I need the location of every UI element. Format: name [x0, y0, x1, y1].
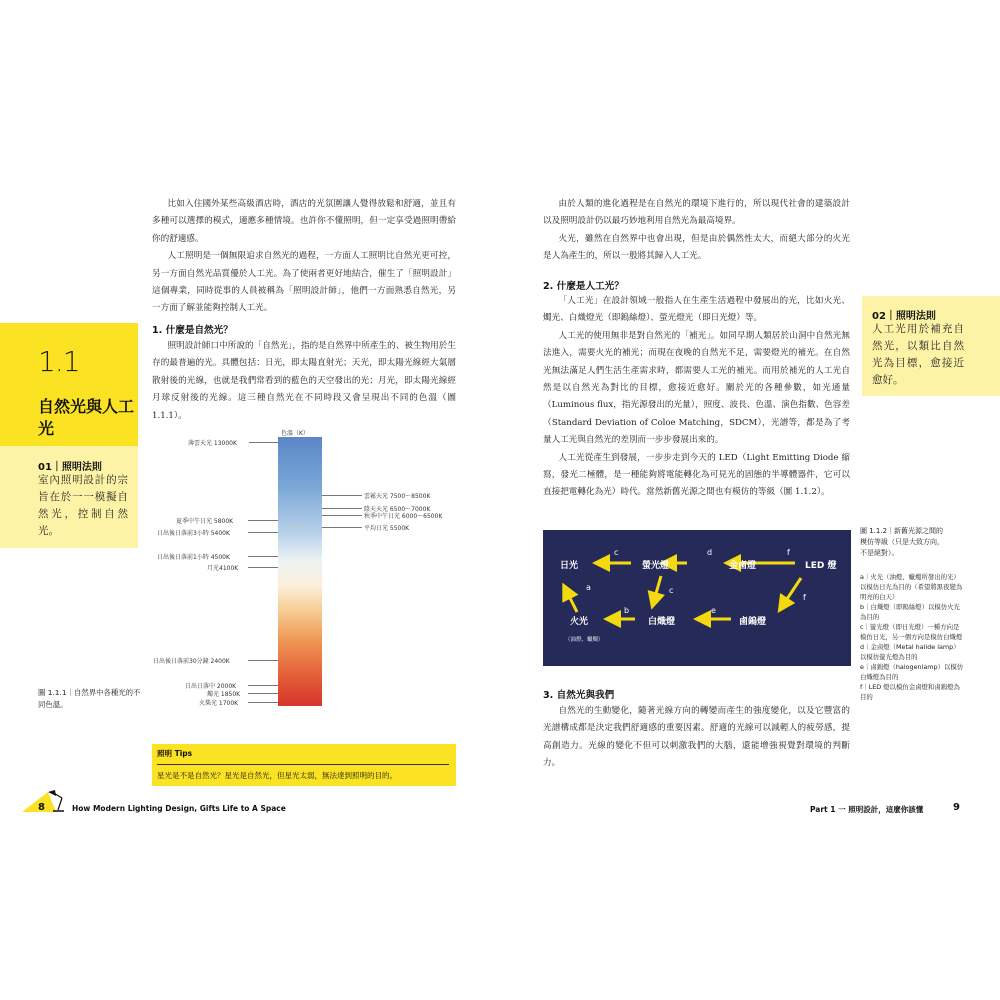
spectrum-left-label: 薄雲天光 13000K: [188, 440, 237, 447]
right-intro-paragraph-1: 由於人類的進化過程是在自然光的環境下進行的，所以現代社會的建築設計以及照明設計仍以最巧妙地利用自然光為最高境界。: [543, 199, 850, 227]
figure-1-1-1-caption: 圖 1.1.1｜自然界中各種光的不同色溫。: [38, 688, 141, 709]
spectrum-left-label: 火柴光 1700K: [199, 700, 239, 707]
section-1-paragraph: 照明設計師口中所說的「自然光」，指的是自然界中所產生的、被生物用於生存的最普遍的光。具體包括：日光，即太陽直射光；天光，即太陽光線經大氣層散射後的光線，也就是我們常看到的藍色的天空發出的光；月光，即太陽光線經月球反射後的光線。這三種自然光在不同時段又會呈現出不同的色溫（圖 1.1.1）。: [152, 341, 456, 421]
rule-heading-01: 01｜照明法則: [38, 462, 102, 473]
spectrum-tick: [248, 567, 278, 568]
legend-item: a｜火光（油燈、蠟燭所發出的光）以模仿日光為目的（希望將黑夜變為明亮的白天）: [860, 573, 963, 601]
right-footer-title: Part 1 一 照明設計，這麼你該懂: [810, 805, 924, 814]
section-2-paragraph-1: 「人工光」在設計領域一般指人在生產生活過程中發展出的光，比如火光、燭光、白熾燈光（即鎢絲燈）、螢光燈光（即日光燈）等。: [543, 296, 850, 324]
spectrum-tick: [322, 515, 362, 516]
diagram-letter-c: c: [669, 586, 674, 595]
spectrum-right-label: 秋季中午日光 6000～6500K: [364, 513, 443, 520]
rule-text-01: 室內照明設計的宗旨在於一一模擬自然光，控制自然光。: [38, 474, 128, 537]
section-2-paragraph-2: 人工光的使用無非是對自然光的「補光」。如同早期人類居於山洞中自然光無法進入，需要火光的補光；而現在夜晚的自然光不足，需要燈光的補光。在自然光無法滿足人們生活生產需求時，都需要人工光的補光。而用於補光的人工光自然是以自然光為對比的目標，愈接近愈好。關於光的各種參數，如光通量（Luminous flux，指光源發出的光量），照度、波長、色溫、演色指數、色容差（Standard Deviation of Coloe Matching，SDCM），光譜等，都是為了考量人工光與自然光的差別而一步步發展出來的。: [543, 330, 850, 446]
section-1-text: [152, 338, 456, 425]
right-intro-text: [543, 196, 850, 266]
spectrum-tick: [248, 660, 278, 661]
spectrum-tick: [322, 508, 362, 509]
figure-caption-line: 圖 1.1.2｜新舊光源之間的: [860, 527, 944, 535]
figure-1-1-2-caption: [860, 526, 970, 559]
spectrum-tick: [248, 685, 278, 686]
diagram-node-fire: 火光: [570, 617, 589, 627]
spectrum-left-label: 月光4100K: [207, 565, 239, 572]
figure-legend: [860, 573, 965, 703]
legend-item: e｜鹵鎢燈（halogenlamp）以模仿白熾燈為目的: [860, 663, 964, 681]
page-corner-lamp-icon: [22, 790, 72, 812]
spectrum-header: 色溫（K）: [281, 430, 309, 437]
diagram-letter-d: d: [707, 548, 713, 557]
left-footer-title: How Modern Lighting Design, Gifts Life to A Space: [72, 804, 286, 813]
spectrum-tick: [248, 702, 278, 703]
diagram-node-led: LED 燈: [805, 561, 837, 571]
spectrum-tick: [248, 532, 278, 533]
spectrum-tick: [248, 520, 278, 521]
diagram-node-incandescent: 白熾燈: [648, 617, 676, 627]
rule-heading-02: 02｜照明法則: [872, 311, 936, 322]
diagram-letter-f: f: [787, 548, 790, 557]
diagram-node-metal-halide: 金鹵燈: [729, 561, 757, 571]
diagram-letter-c: c: [614, 548, 619, 557]
section-2-paragraph-3: 人工光從產生到發展，一步步走到今天的 LED（Light Emitting Diode 縮寫，發光二極體，是一種能夠將電能轉化為可見光的固態的半導體器件，它可以直接把電轉化為光）時代。當然新舊光源之間也有模仿的等級（圖 1.1.2）。: [543, 452, 850, 498]
right-page-number: 9: [953, 802, 960, 813]
diagram-letter-f: f: [803, 593, 806, 602]
legend-item: b｜白熾燈（即鎢絲燈）以模仿火光為目的: [860, 602, 960, 621]
spectrum-right-label: 陰天天光 6500～7000K: [364, 506, 431, 513]
spectrum-right-label: 雲霧天光 7500～8500K: [364, 493, 431, 500]
section-1-heading: 1. 什麼是自然光？: [152, 325, 233, 336]
tips-text: 星光是不是自然光？星光是自然光，但星光太弱，無法達到照明的目的。: [157, 771, 397, 780]
tips-divider: [157, 764, 449, 765]
section-2-heading: 2. 什麼是人工光？: [543, 281, 624, 292]
color-temperature-spectrum: [278, 437, 322, 706]
spectrum-tick: [249, 442, 278, 443]
diagram-node-fire-sub: （油燈、蠟燭）: [565, 637, 604, 643]
spectrum-tick: [248, 556, 278, 557]
tips-heading: 照明 Tips: [157, 749, 193, 758]
spectrum-mid-label: 6500: [289, 525, 303, 531]
legend-item: f｜LED 燈以模仿金鹵燈和鹵鎢燈為目的: [860, 683, 960, 702]
section-3-paragraph: 自然光的生動變化，隨著光線方向的轉變而產生的強度變化，以及它豐富的光譜構成都是決定我們舒適感的重要因素。舒適的光線可以減輕人的疲勞感，提高創造力。光線的變化不但可以刺激我們的大腦，還能增強視覺對環境的判斷力。: [543, 706, 850, 769]
diagram-letter-b: b: [624, 606, 630, 615]
chapter-title: 自然光與人工光: [38, 397, 135, 438]
left-intro-text: [152, 196, 456, 318]
section-3-heading: 3. 自然光與我們: [543, 690, 615, 701]
legend-item: c｜螢光燈（即日光燈）一種方向是模仿日光，另一個方向是模仿白熾燈: [860, 622, 963, 641]
spectrum-tick: [248, 693, 278, 694]
spectrum-left-label: 日出後日落前30分鐘 2400K: [153, 658, 230, 665]
figure-caption-line: 不是絕對）。: [860, 549, 899, 557]
spectrum-left-label: 日出後日落前3小時 5400K: [157, 530, 230, 537]
right-intro-paragraph-2: 火光，雖然在自然界中也會出現，但是由於偶然性太大，而絕大部分的火光是人為產生的，所以一般將其歸入人工光。: [543, 233, 850, 262]
diagram-letter-a: a: [586, 583, 591, 592]
left-intro-paragraph-1: 比如入住國外某些高級酒店時，酒店的光氛圍讓人覺得放鬆和舒適，並且有多種可以選擇的模式，適應多種情境。也許你不懂照明，但一定享受過照明帶給你的舒適感。: [152, 199, 456, 244]
spectrum-left-label: 日出日落中 2000K: [185, 683, 237, 690]
chapter-number: 1.1: [38, 345, 80, 378]
spectrum-left-label: 日出後日落前1小時 4500K: [157, 554, 230, 561]
spectrum-right-label: 平均日光 5500K: [364, 525, 410, 532]
spectrum-tick: [322, 495, 362, 496]
rule-text-02: 人工光用於補充自然光，以類比自然光為目標，愈接近愈好。: [872, 323, 964, 386]
section-3-text: [543, 703, 850, 773]
diagram-node-sunlight: 日光: [560, 561, 579, 571]
spectrum-left-label: 夏季中午日光 5800K: [176, 518, 234, 525]
section-2-text: [543, 293, 850, 502]
diagram-node-fluorescent: 螢光燈: [642, 561, 670, 571]
spectrum-left-label: 燭光 1850K: [207, 691, 241, 698]
legend-item: d｜金鹵燈（Metal halide lamp）以模仿螢光燈為目的: [860, 643, 960, 661]
figure-caption-line: 模仿等級（只是大致方向，: [860, 538, 944, 546]
diagram-node-halogen: 鹵鎢燈: [739, 617, 767, 627]
left-intro-paragraph-2: 人工照明是一個無限追求自然光的過程，一方面人工照明比自然光更可控，另一方面自然光品質優於人工光。為了使兩者更好地結合，催生了「照明設計」這個專業，同時從事的人員被稱為「照明設計師」，他們一方面熟悉自然光，另一方面了解並能夠控制人工光。: [152, 251, 456, 314]
spectrum-tick: [322, 527, 362, 528]
left-page-number: 8: [38, 802, 45, 813]
diagram-letter-e: e: [711, 606, 716, 615]
